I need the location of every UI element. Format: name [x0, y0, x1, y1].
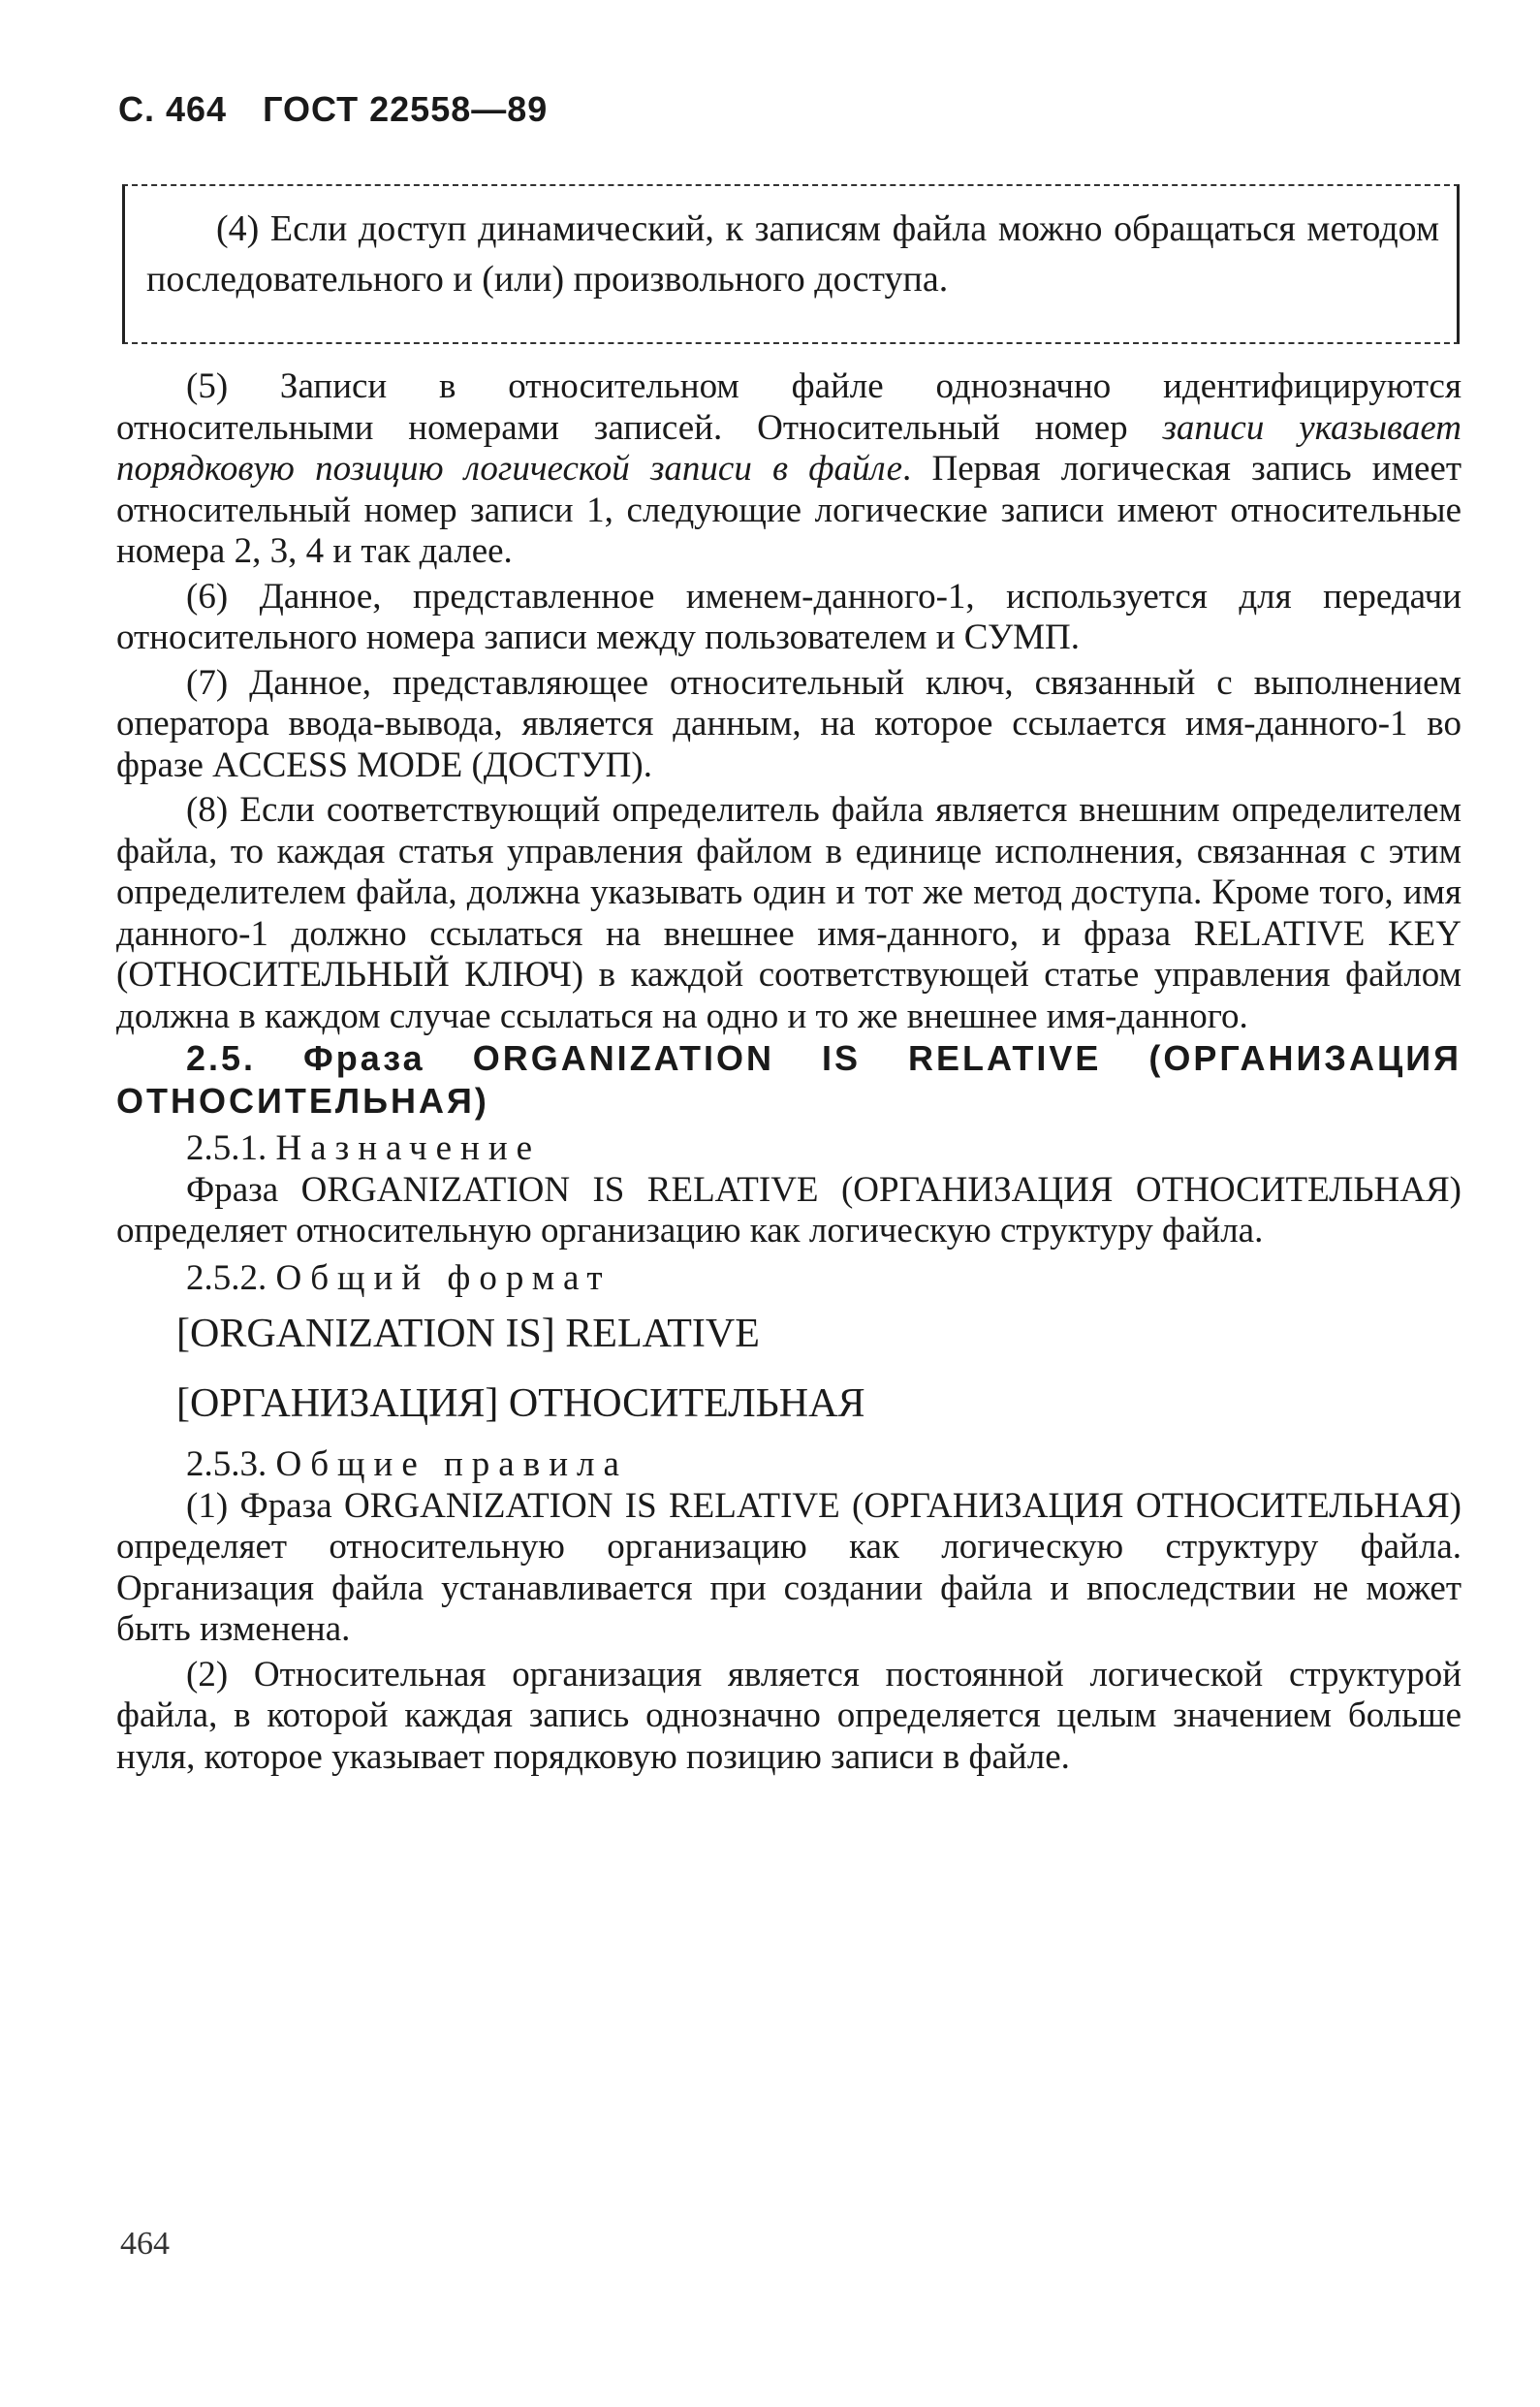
page-label: С. 464 [118, 89, 228, 129]
subsection-title: Общие правила [275, 1444, 628, 1484]
boxed-note-text: (4) Если доступ динамический, к записям файла можно обращаться методом последовательного и (или) произвольного доступа. [146, 208, 1439, 300]
boxed-note [122, 184, 1460, 344]
format-line-russian: [ОРГАНИЗАЦИЯ] ОТНОСИТЕЛЬНАЯ [176, 1381, 865, 1426]
subsection-number: 2.5.3. [186, 1444, 267, 1484]
subsection-number: 2.5.1. [186, 1128, 267, 1168]
subsection-2-5-1-heading [116, 1128, 1461, 1170]
format-line-english: [ORGANIZATION IS] RELATIVE [176, 1312, 760, 1356]
paragraph-8: (8) Если соответствующий определитель файла является внешним определителем файла, то каждая статья управления файлом в единице исполнения, связанная с этим определителем файла, должна указывать один и тот же метод доступа. Кроме того, имя данного-1 должно ссылаться на внешнее имя-данного, и фраза RELATIVE KEY (ОТНОСИТЕЛЬНЫЙ КЛЮЧ) в каждой соответствующей статье управления файлом должна в каждом случае ссылаться на одно и то же внешнее имя-данного. [116, 790, 1461, 1036]
page-header [118, 89, 573, 130]
paragraph-5-part-b: . Первая логическая запись имеет относительный номер записи 1, следующие логические записи имеют относительные номера 2, 3, 4 и так далее. [116, 449, 1461, 571]
rule-2: (2) Относительная организация является постоянной логической структурой файла, в которой каждая запись однозначно определяется целым значением больше нуля, которое указывает порядковую позицию записи в файле. [116, 1654, 1461, 1777]
paragraph-6: (6) Данное, представленное именем-данного-1, используется для передачи относительного номера записи между пользователем и СУМП. [116, 576, 1461, 657]
paragraph-5-part-a: (5) Записи в относительном файле однозначно идентифицируются относительными номерами записей. Относительный номер [116, 366, 1461, 448]
subsection-number: 2.5.2. [186, 1257, 267, 1298]
subsection-title: Общий формат [275, 1257, 612, 1298]
paragraph-5-italic: записи указывает порядковую позицию логической записи в файле [116, 407, 1461, 489]
subsection-title: Назначение [275, 1128, 542, 1168]
standard-label: ГОСТ 22558—89 [263, 89, 549, 129]
paragraph-5 [116, 366, 1461, 573]
paragraph-7: (7) Данное, представляющее относительный ключ, связанный с выполнением оператора ввода-вывода, является данным, на которое ссылается имя-данного-1 во фразе ACCESS MODE (ДОСТУП). [116, 662, 1461, 785]
body-text [116, 366, 1461, 1778]
subsection-2-5-3-heading [116, 1444, 1461, 1486]
page-number: 464 [120, 2226, 170, 2262]
subsection-2-5-1-text: Фраза ORGANIZATION IS RELATIVE (ОРГАНИЗАЦИЯ ОТНОСИТЕЛЬНАЯ) определяет относительную организацию как логическую структуру файла. [116, 1169, 1461, 1251]
section-title: 2.5. Фраза ORGANIZATION IS RELATIVE (ОРГАНИЗАЦИЯ ОТНОСИТЕЛЬНАЯ) [116, 1038, 1461, 1121]
subsection-2-5-2-heading [116, 1258, 1461, 1300]
rule-1: (1) Фраза ORGANIZATION IS RELATIVE (ОРГАНИЗАЦИЯ ОТНОСИТЕЛЬНАЯ) определяет относительную организацию как логическую структуру файла. Организация файла устанавливается при создании файла и впоследствии не может быть изменена. [116, 1485, 1461, 1649]
